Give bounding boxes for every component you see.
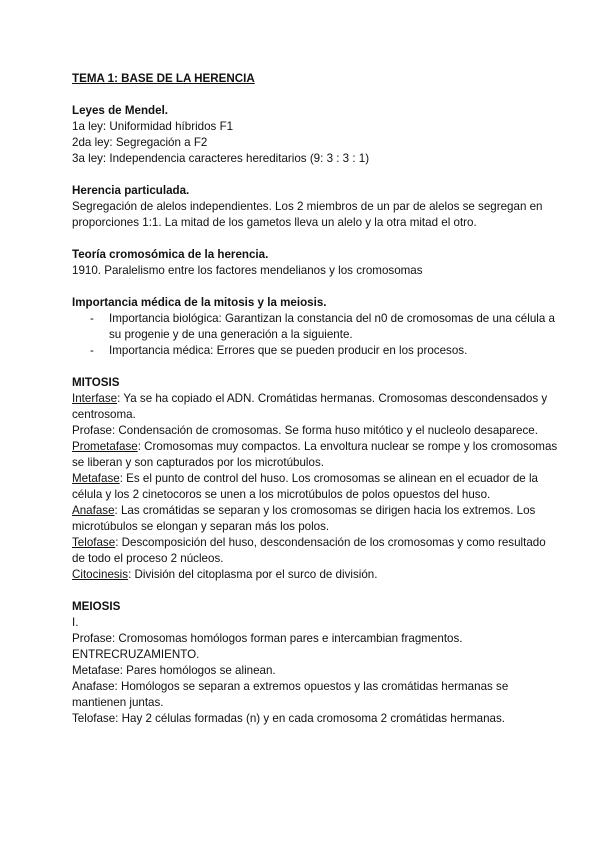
teoria-heading: Teoría cromosómica de la herencia. xyxy=(72,248,269,261)
importancia-item-medica: Importancia médica: Errores que se pueden producir en los procesos. xyxy=(109,344,468,357)
section-importancia xyxy=(72,295,560,359)
meiosis-heading: MEIOSIS xyxy=(72,600,121,613)
meiosis-line-anafase: Anafase: Homólogos se separan a extremos opuestos y las cromátidas hermanas se mantienen juntas. xyxy=(72,680,509,709)
phase-text: : Es el punto de control del huso. Los cromosomas se alinean en el ecuador de la célula y los 2 cinetocoros se unen a los microtúbulos de polos opuestos del huso. xyxy=(72,472,538,501)
mitosis-phase-citocinesis xyxy=(72,567,560,583)
mendel-law-3: 3a ley: Independencia caracteres hereditarios (9: 3 : 3 : 1) xyxy=(72,152,370,165)
phase-term: Anafase xyxy=(72,504,115,517)
phase-term: Prometafase xyxy=(72,440,138,453)
phase-term: Citocinesis xyxy=(72,568,129,581)
meiosis-line-division: I. xyxy=(72,616,79,629)
list-item xyxy=(72,311,560,343)
importancia-list xyxy=(72,311,560,359)
mitosis-phase-metafase xyxy=(72,471,560,503)
phase-text: : Cromosomas muy compactos. La envoltura nuclear se rompe y los cromosomas se liberan y son capturados por los microtúbulos. xyxy=(72,440,558,469)
importancia-heading: Importancia médica de la mitosis y la meiosis. xyxy=(72,296,327,309)
meiosis-line-telofase: Telofase: Hay 2 células formadas (n) y en cada cromosoma 2 cromátidas hermanas. xyxy=(72,712,506,725)
importancia-item-biologica: Importancia biológica: Garantizan la constancia del n0 de cromosomas de una célula a su progenie y de una generación a la siguiente. xyxy=(109,312,555,341)
mitosis-heading: MITOSIS xyxy=(72,376,120,389)
section-meiosis xyxy=(72,599,560,727)
phase-text: : Ya se ha copiado el ADN. Cromátidas hermanas. Cromosomas descondensados y centrosoma. xyxy=(72,392,548,421)
section-mitosis xyxy=(72,375,560,583)
mendel-law-2: 2da ley: Segregación a F2 xyxy=(72,136,208,149)
phase-text: : Las cromátidas se separan y los cromosomas se dirigen hacia los extremos. Los microtúbulos se elongan y separan más los polos. xyxy=(72,504,536,533)
dash-bullet: - xyxy=(90,312,94,325)
meiosis-line-metafase: Metafase: Pares homólogos se alinean. xyxy=(72,664,276,677)
phase-term: Telofase xyxy=(72,536,116,549)
dash-bullet: - xyxy=(90,344,94,357)
mitosis-phase-telofase xyxy=(72,535,560,567)
mendel-heading: Leyes de Mendel. xyxy=(72,104,169,117)
phase-term: Interfase xyxy=(72,392,118,405)
phase-text: : Condensación de cromosomas. Se forma huso mitótico y el nucleolo desaparece. xyxy=(111,424,538,437)
mitosis-phase-anafase xyxy=(72,503,560,535)
section-teoria-cromosomica xyxy=(72,247,560,279)
phase-term: Metafase xyxy=(72,472,120,485)
phase-text: : División del citoplasma por el surco de división. xyxy=(128,568,378,581)
list-item xyxy=(72,343,560,359)
phase-term: Profase xyxy=(72,424,112,437)
herencia-particulada-heading: Herencia particulada. xyxy=(72,184,190,197)
mitosis-phase-prometafase xyxy=(72,439,560,471)
mitosis-phase-interfase xyxy=(72,391,560,423)
section-mendel xyxy=(72,103,560,167)
teoria-text: 1910. Paralelismo entre los factores mendelianos y los cromosomas xyxy=(72,264,423,277)
mitosis-phase-profase xyxy=(72,423,560,439)
meiosis-line-profase: Profase: Cromosomas homólogos forman pares e intercambian fragmentos. ENTRECRUZAMIENTO. xyxy=(72,632,463,661)
page-title: TEMA 1: BASE DE LA HERENCIA xyxy=(72,72,255,85)
phase-text: : Descomposición del huso, descondensación de los cromosomas y como resultado de todo el proceso 2 núcleos. xyxy=(72,536,546,565)
mendel-law-1: 1a ley: Uniformidad híbridos F1 xyxy=(72,120,234,133)
herencia-particulada-text: Segregación de alelos independientes. Los 2 miembros de un par de alelos se segregan en proporciones 1:1. La mitad de los gametos lleva un alelo y la otra mitad el otro. xyxy=(72,200,543,229)
section-herencia-particulada xyxy=(72,183,560,231)
